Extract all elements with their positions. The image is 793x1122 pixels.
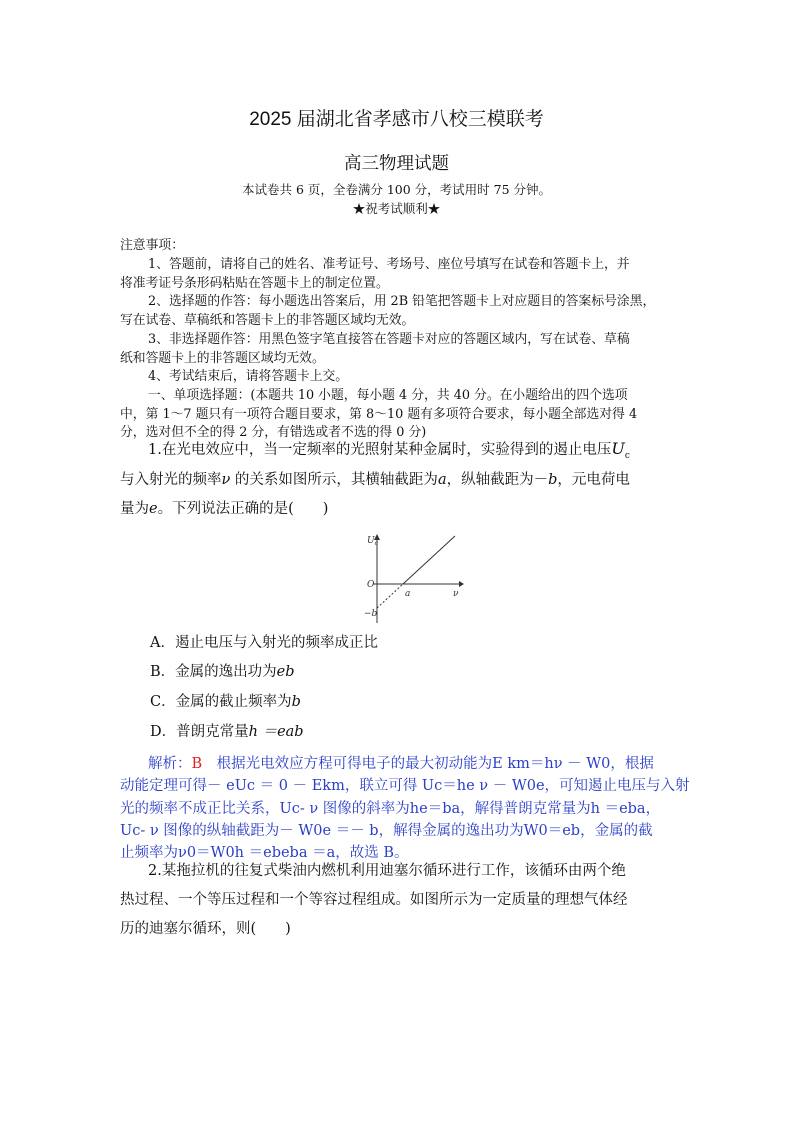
q1-text: ，纵轴截距为－ <box>446 472 549 488</box>
graph-y-intercept-label: −b <box>364 609 378 619</box>
section-instructions: 中，第 1～7 题只有一项符合题目要求，第 8～10 题有多项符合要求，每小题全部选对得 4 <box>120 407 638 422</box>
q1-var-u-sub: c <box>624 450 630 461</box>
q1-text: 与入射光的频率 <box>120 472 222 488</box>
q1-var-e: e <box>149 501 158 517</box>
x-axis-arrow <box>459 581 464 587</box>
q1-var-u: U <box>611 439 625 458</box>
exam-subtitle: 高三物理试题 <box>344 153 449 173</box>
q1-text: 的关系如图所示，其横轴截距为 <box>230 472 438 488</box>
graph-x-label: ν <box>453 589 459 599</box>
section-instructions: 一、单项选择题：(本题共 10 小题，每小题 4 分，共 40 分。在小题给出的四个选项 <box>148 388 628 403</box>
q1-graph <box>355 528 475 628</box>
q1-option-d: D．普朗克常量h ＝eab <box>150 724 304 740</box>
q1-option-b: B．金属的逸出功为eb <box>150 664 295 680</box>
note-line: 4、考试结束后，请将答题卡上交。 <box>148 369 349 384</box>
note-line: 写在试卷、草稿纸和答题卡上的非答题区域均无效。 <box>120 313 415 328</box>
note-line: 纸和答题卡上的非答题区域均无效。 <box>120 351 325 366</box>
q1-var-a: a <box>437 472 447 488</box>
q1-var-nu: ν <box>221 472 231 488</box>
note-line: 3、非选择题作答：用黑色签字笔直接答在答题卡对应的答题区域内，写在试卷、草稿 <box>148 332 630 347</box>
q2-stem-line: 历的迪塞尔循环，则( ) <box>120 921 291 937</box>
q1-text: 量为 <box>120 501 149 517</box>
solution-line: Uc- ν 图像的纵轴截距为－ W0e ＝－ b，解得金属的逸出功为W0＝eb，金属的截 <box>120 823 653 839</box>
q2-stem-line: 热过程、一个等压过程和一个等容过程组成。如图所示为一定质量的理想气体经 <box>120 892 628 908</box>
q1-text: 。下列说法正确的是( ) <box>157 501 329 517</box>
q1-stem-line <box>148 438 630 461</box>
q1-var-b: b <box>548 472 558 488</box>
q2-stem-line: 2.某拖拉机的往复式柴油内燃机利用迪塞尔循环进行工作，该循环由两个绝 <box>148 863 626 879</box>
q1-stem-line <box>120 468 630 489</box>
notes-heading: 注意事项： <box>120 238 184 253</box>
graph-x-intercept-label: a <box>405 589 411 599</box>
graph-extension-dashed <box>377 584 403 608</box>
note-line: 2、选择题的作答：每小题选出答案后，用 2B 铅笔把答题卡上对应题目的答案标号涂黑， <box>148 294 656 309</box>
solution-label: 解析： <box>148 756 192 772</box>
solution-answer: B <box>191 756 203 772</box>
good-luck-line: ★祝考试顺利★ <box>352 201 441 216</box>
solution-line: 止频率为ν0＝W0h ＝ebeba ＝a，故选 B。 <box>120 845 409 861</box>
note-line: 1、答题前，请将自己的姓名、准考证号、考场号、座位号填写在试卷和答题卡上，并 <box>148 257 630 272</box>
section-instructions: 分，选对但不全的得 2 分，有错选或者不选的得 0 分) <box>120 425 427 440</box>
exam-title: 2025 届湖北省孝感市八校三模联考 <box>249 109 544 130</box>
q1-text: 1.在光电效应中，当一定频率的光照射某种金属时，实验得到的遏止电压 <box>148 442 612 458</box>
graph-origin-label: O <box>367 580 375 590</box>
q1-text: ，元电荷电 <box>557 472 630 488</box>
solution-line: 解析：B 根据光电效应方程可得电子的最大初动能为E km＝hν － W0，根据 <box>148 756 654 772</box>
solution-line: 动能定理可得－ eUc ＝ 0 － Ekm，联立可得 Uc＝he ν － W0e，可知遏止电压与入射 <box>120 778 690 794</box>
q1-stem-line <box>120 497 328 518</box>
q1-option-a: A．遏止电压与入射光的频率成正比 <box>150 635 378 651</box>
solution-line: 光的频率不成正比关系，Uc- ν 图像的斜率为he＝ba，解得普朗克常量为h ＝eba， <box>120 801 661 817</box>
note-line: 将准考证号条形码粘贴在答题卡上的制定位置。 <box>120 276 389 291</box>
graph-y-label: $U_c$ <box>367 536 378 547</box>
graph-line <box>403 536 455 584</box>
q1-option-c: C．金属的截止频率为b <box>150 694 301 710</box>
exam-info: 本试卷共 6 页，全卷满分 100 分，考试用时 75 分钟。 <box>241 182 552 197</box>
